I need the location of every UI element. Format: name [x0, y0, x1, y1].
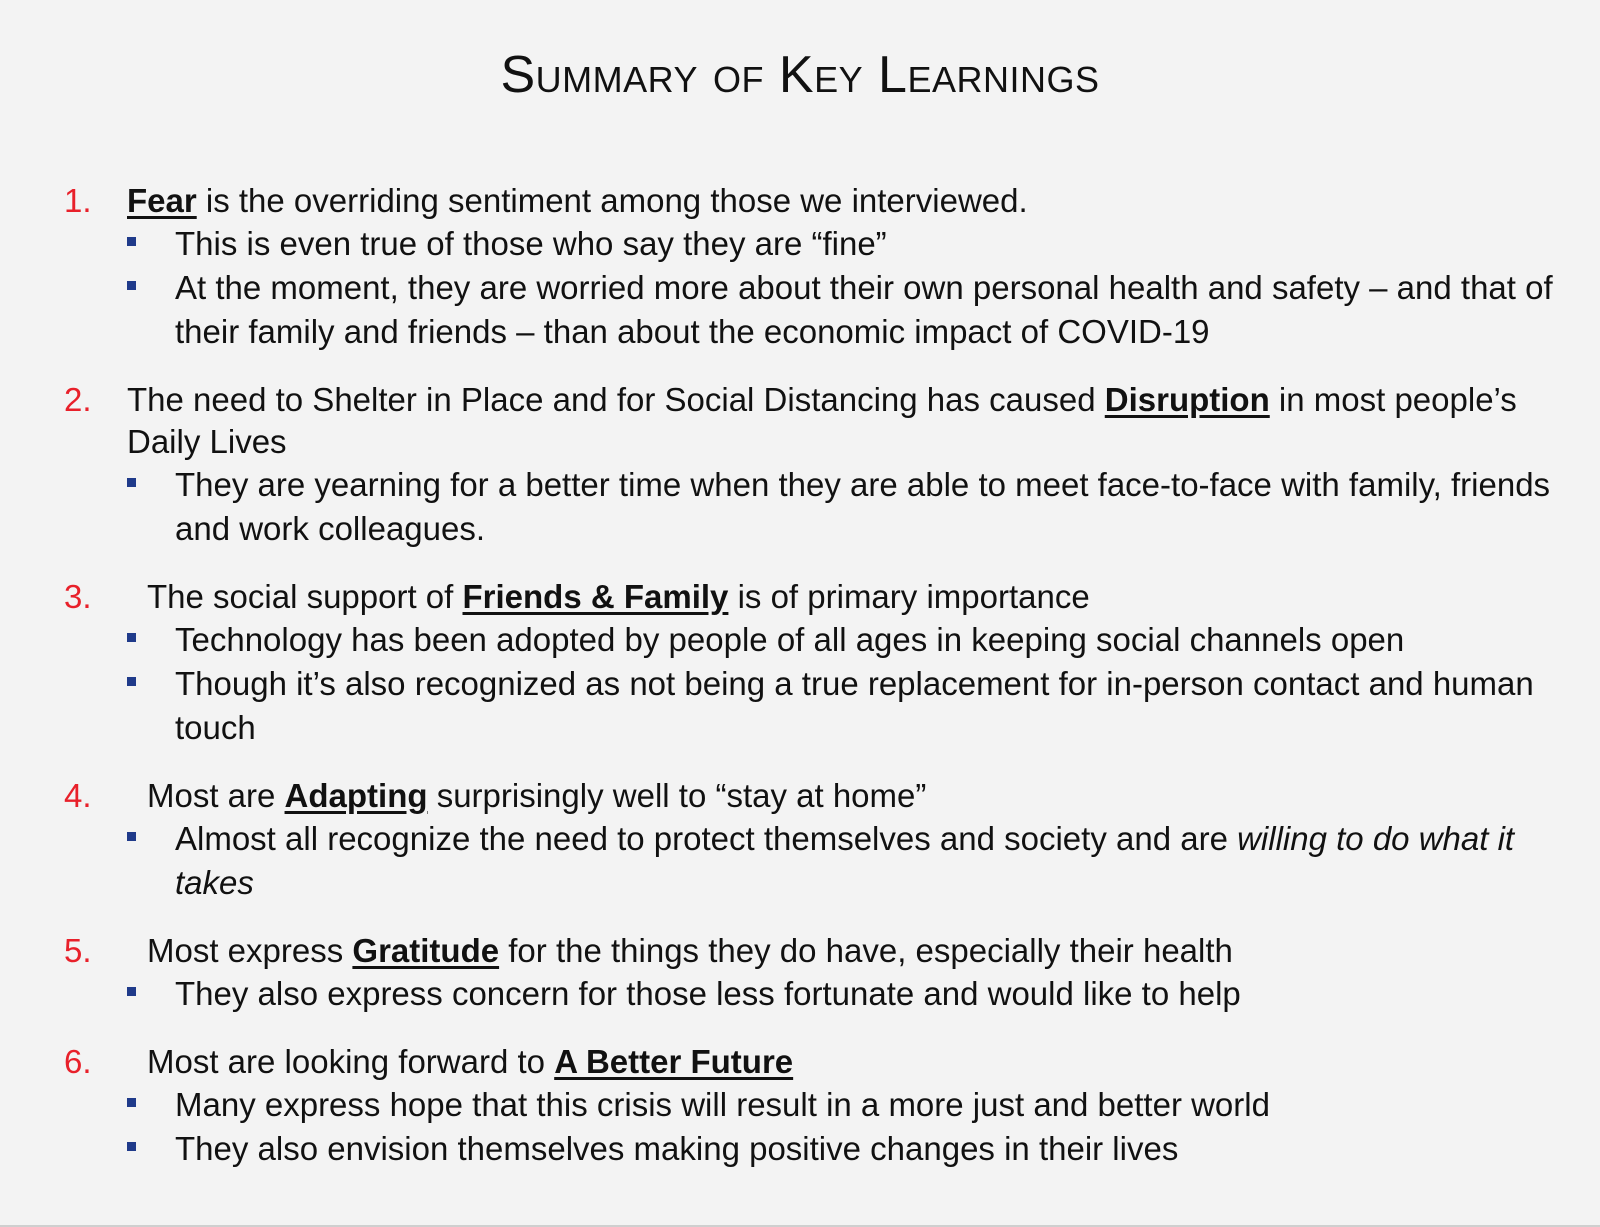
headline-rest: in most people’s Daily Lives [127, 381, 1517, 460]
square-bullet-icon [127, 237, 136, 246]
headline-rest: for the things they do have, especially their health [499, 932, 1233, 969]
headline-lead: Most express [147, 932, 353, 969]
headline-keyword: Friends & Family [462, 578, 729, 615]
sub-points [0, 1083, 1600, 1171]
learning-number: 5. [64, 932, 92, 969]
sub-point-text: Technology has been adopted by people of all ages in keeping social channels open [175, 621, 1405, 658]
headline-rest: surprisingly well to “stay at home” [427, 777, 927, 814]
learning-headline [147, 930, 1560, 972]
learning-item-6 [0, 1041, 1600, 1171]
square-bullet-icon [127, 633, 136, 642]
headline-keyword: Disruption [1104, 381, 1270, 418]
sub-points [0, 817, 1600, 905]
sub-point [175, 463, 1560, 551]
headline-rest: is the overriding sentiment among those we interviewed. [196, 182, 1028, 219]
learning-number: 3. [64, 578, 92, 615]
slide-title: Summary of Key Learnings [500, 46, 1100, 104]
sub-point [175, 222, 1560, 266]
square-bullet-icon [127, 478, 136, 487]
sub-point [175, 1083, 1560, 1127]
headline-keyword: Fear [127, 182, 197, 219]
learning-number: 2. [64, 381, 92, 418]
sub-point [175, 618, 1560, 662]
learning-item-4 [0, 775, 1600, 905]
sub-points [0, 222, 1600, 354]
sub-point [175, 266, 1560, 354]
learning-number: 1. [64, 182, 92, 219]
sub-points [0, 463, 1600, 551]
sub-point [175, 817, 1560, 905]
sub-point-text: They also envision themselves making positive changes in their lives [175, 1130, 1179, 1167]
square-bullet-icon [127, 281, 136, 290]
square-bullet-icon [127, 1098, 136, 1107]
headline-lead: The need to Shelter in Place and for Social Distancing has caused [127, 381, 1105, 418]
learning-headline [147, 1041, 1560, 1083]
headline-keyword: Gratitude [352, 932, 500, 969]
square-bullet-icon [127, 832, 136, 841]
sub-point-text: They also express concern for those less fortunate and would like to help [175, 975, 1241, 1012]
learning-number: 4. [64, 777, 92, 814]
learning-headline [127, 379, 1560, 463]
sub-points [0, 972, 1600, 1016]
sub-point [175, 1127, 1560, 1171]
headline-keyword: Adapting [284, 777, 428, 814]
square-bullet-icon [127, 677, 136, 686]
learning-item-5 [0, 930, 1600, 1016]
learnings-list [0, 180, 1600, 1196]
headline-lead: Most are looking forward to [147, 1043, 555, 1080]
learning-headline [147, 775, 1560, 817]
headline-lead: The social support of [147, 578, 463, 615]
sub-points [0, 618, 1600, 750]
square-bullet-icon [127, 987, 136, 996]
learning-item-1 [0, 180, 1600, 354]
headline-rest: is of primary importance [728, 578, 1090, 615]
square-bullet-icon [127, 1142, 136, 1151]
learning-number: 6. [64, 1043, 92, 1080]
sub-point-text: Almost all recognize the need to protect themselves and society and are [175, 820, 1238, 857]
sub-point-text: They are yearning for a better time when they are able to meet face-to-face with family, friends and work colleagues. [175, 466, 1551, 547]
learning-item-3 [0, 576, 1600, 750]
headline-keyword: A Better Future [554, 1043, 794, 1080]
learning-headline [127, 180, 1560, 222]
headline-lead: Most are [147, 777, 285, 814]
sub-point-italic-text: willing to do what it takes [175, 820, 1515, 901]
learning-item-2 [0, 379, 1600, 551]
sub-point-text: This is even true of those who say they are “fine” [175, 225, 887, 262]
sub-point [175, 662, 1560, 750]
sub-point-text: Though it’s also recognized as not being a true replacement for in-person contact and human touch [175, 665, 1534, 746]
sub-point-text: At the moment, they are worried more about their own personal health and safety – and that of their family and friends – than about the economic impact of COVID-19 [175, 269, 1553, 350]
learning-headline [147, 576, 1560, 618]
sub-point-text: Many express hope that this crisis will result in a more just and better world [175, 1086, 1270, 1123]
sub-point [175, 972, 1560, 1016]
